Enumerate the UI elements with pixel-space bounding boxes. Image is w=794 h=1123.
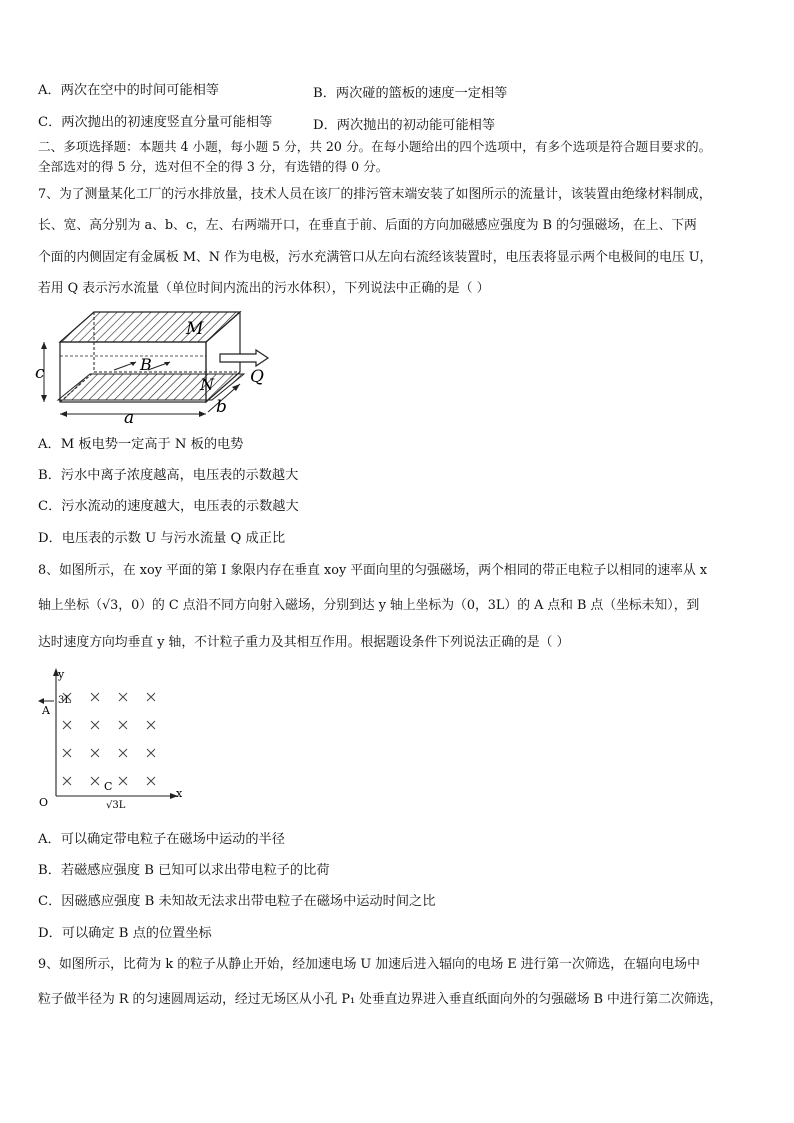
q8-stem-line1: 8、如图所示，在 xoy 平面的第 I 象限内存在垂直 xoy 平面向里的匀强磁场，两个相同的带正电粒子以相同的速率从 x: [38, 563, 708, 578]
plate-m: [60, 312, 240, 342]
q8-option-c: C．因磁感应强度 B 未知故无法求出带电粒子在磁场中运动时间之比: [38, 894, 436, 909]
q8-stem-line2: 轴上坐标（√3，0）的 C 点沿不同方向射入磁场，分别到达 y 轴上坐标为（0，3L）的 A 点和 B 点（坐标未知），到: [38, 598, 700, 613]
q6-option-d: D．两次抛出的初动能可能相等: [313, 118, 496, 133]
q7-option-d: D．电压表的示数 U 与污水流量 Q 成正比: [38, 531, 286, 546]
label-x-tick-root3l: √3L: [106, 800, 126, 811]
q7-stem-line4: 若用 Q 表示污水流量（单位时间内流出的污水体积），下列说法中正确的是（ ）: [38, 281, 490, 296]
label-origin: O: [39, 796, 49, 809]
label-c: c: [35, 363, 45, 383]
label-q: Q: [250, 367, 264, 387]
label-a: a: [124, 408, 135, 428]
q7-stem-line3: 个面的内侧固定有金属板 M、N 作为电极，污水充满管口从左向右流经该装置时，电压表将显示两个电极间的电压 U，: [38, 250, 713, 265]
q7-flowmeter-figure: [36, 308, 276, 426]
q8-option-b: B．若磁感应强度 B 已知可以求出带电粒子的比荷: [38, 863, 330, 878]
label-point-a: A: [42, 704, 50, 717]
q7-option-c: C．污水流动的速度越大，电压表的示数越大: [38, 499, 299, 514]
field-crosses: [63, 693, 155, 785]
q6-option-a: A．两次在空中的时间可能相等: [38, 83, 219, 98]
q8-option-a: A．可以确定带电粒子在磁场中运动的半径: [38, 832, 285, 847]
q9-stem-line1: 9、如图所示，比荷为 k 的粒子从静止开始，经加速电场 U 加速后进入辐向的电场 E 进行第一次筛选，在辐向电场中: [38, 957, 700, 972]
section2-line2: 全部选对的得 5 分，选对但不全的得 3 分，有选错的得 0 分。: [38, 159, 389, 174]
label-y-axis: y: [58, 668, 65, 681]
label-b-dim: b: [216, 397, 227, 417]
label-y-tick-3l: 3L: [58, 695, 72, 706]
q8-option-d: D．可以确定 B 点的位置坐标: [38, 926, 212, 941]
q6-option-b: B．两次碰的篮板的速度一定相等: [313, 86, 508, 101]
q9-stem-line2: 粒子做半径为 R 的匀速圆周运动，经过无场区从小孔 P₁ 处垂直边界进入垂直纸面向外的匀强磁场 B 中进行第二次筛选，: [38, 992, 723, 1007]
q7-option-a: A．M 板电势一定高于 N 板的电势: [38, 437, 244, 452]
q6-option-c: C．两次抛出的初速度竖直分量可能相等: [38, 115, 273, 130]
section2-line1: 二、多项选择题：本题共 4 小题，每小题 5 分，共 20 分。在每小题给出的四个选项中，有多个选项是符合题目要求的。: [38, 139, 712, 154]
flow-arrow: [220, 350, 268, 366]
q7-stem-line1: 7、为了测量某化工厂的污水排放量，技术人员在该厂的排污管末端安装了如图所示的流量计，该装置由绝缘材料制成，: [38, 187, 712, 202]
label-b-field: B: [140, 355, 152, 374]
q7-option-b: B．污水中离子浓度越高，电压表的示数越大: [38, 468, 299, 483]
label-point-c: C: [104, 780, 113, 793]
q8-stem-line3: 达时速度方向均垂直 y 轴，不计粒子重力及其相互作用。根据题设条件下列说法正确的是（ ）: [38, 635, 570, 650]
label-x-axis: x: [176, 787, 183, 800]
q7-stem-line2: 长、宽、高分别为 a、b、c，左、右两端开口，在垂直于前、后面的方向加磁感应强度为 B 的匀强磁场，在上、下两: [38, 218, 697, 233]
label-n: N: [200, 375, 214, 394]
label-m: M: [186, 319, 204, 339]
q8-field-figure: [34, 666, 194, 812]
